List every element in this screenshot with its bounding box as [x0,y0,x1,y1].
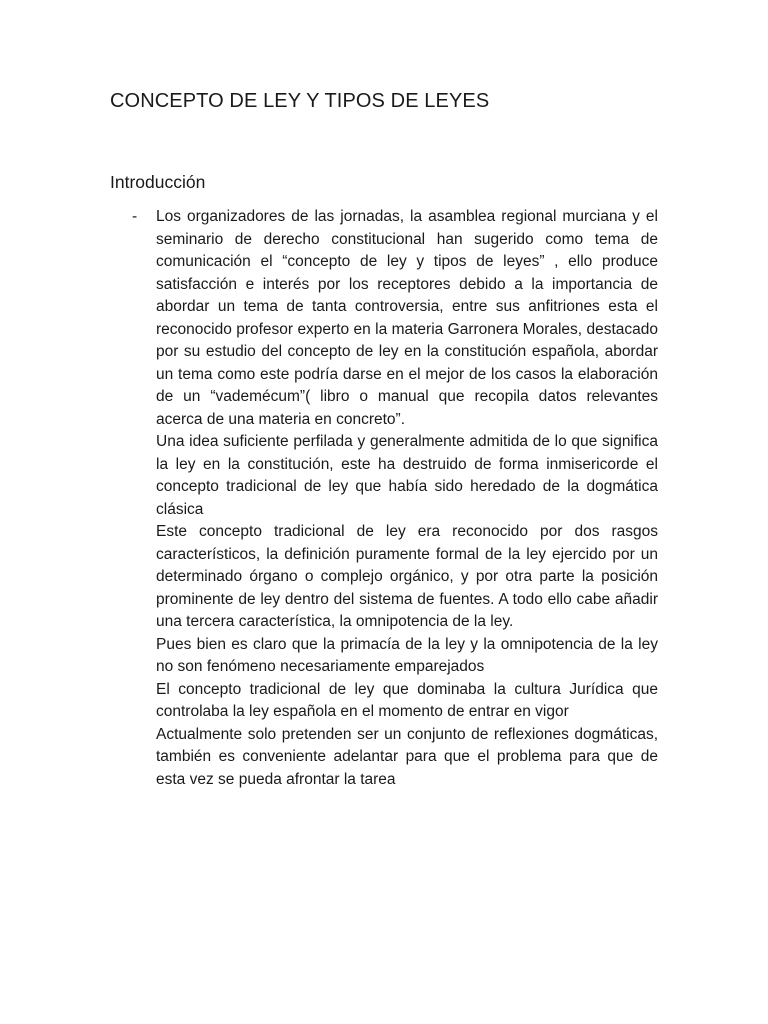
bullet-list [110,206,658,791]
paragraph-1: Los organizadores de las jornadas, la asamblea regional murciana y el seminario de derecho constitucional han sugerido como tema de comunicación el “concepto de ley y tipos de leyes” , ello produce satisfacción e interés por los receptores debido a la importancia de abordar un tema de tanta controversia, entre sus anfitriones esta el reconocido profesor experto en la materia Garronera Morales, destacado por su estudio del concepto de ley en la constitución española, abordar un tema como este podría darse en el mejor de los casos la elaboración de un “vademécum”( libro o manual que recopila datos relevantes acerca de una materia en concreto”. [156,208,658,428]
section-heading: Introducción [110,172,206,192]
paragraph-5: El concepto tradicional de ley que dominaba la cultura Jurídica que controlaba la ley española en el momento de entrar en vigor [156,680,658,720]
dash-bullet-icon: - [132,208,138,225]
paragraph-4: Pues bien es claro que la primacía de la ley y la omnipotencia de la ley no son fenómeno necesariamente emparejados [156,635,658,675]
paragraph-2: Una idea suficiente perfilada y generalmente admitida de lo que significa la ley en la constitución, este ha destruido de forma inmisericorde el concepto tradicional de ley que había sido heredado de la dogmática clásica [156,433,658,518]
document-title: CONCEPTO DE LEY Y TIPOS DE LEYES [110,90,490,112]
list-item [110,206,658,791]
paragraph-3: Este concepto tradicional de ley era reconocido por dos rasgos característicos, la definición puramente formal de la ley ejercido por un determinado órgano o complejo orgánico, y por otra parte la posición prominente de ley dentro del sistema de fuentes. A todo ello cabe añadir una tercera característica, la omnipotencia de la ley. [156,523,658,630]
paragraph-6: Actualmente solo pretenden ser un conjunto de reflexiones dogmáticas, también es conveniente adelantar para que el problema para que de esta vez se pueda afrontar la tarea [156,725,658,788]
